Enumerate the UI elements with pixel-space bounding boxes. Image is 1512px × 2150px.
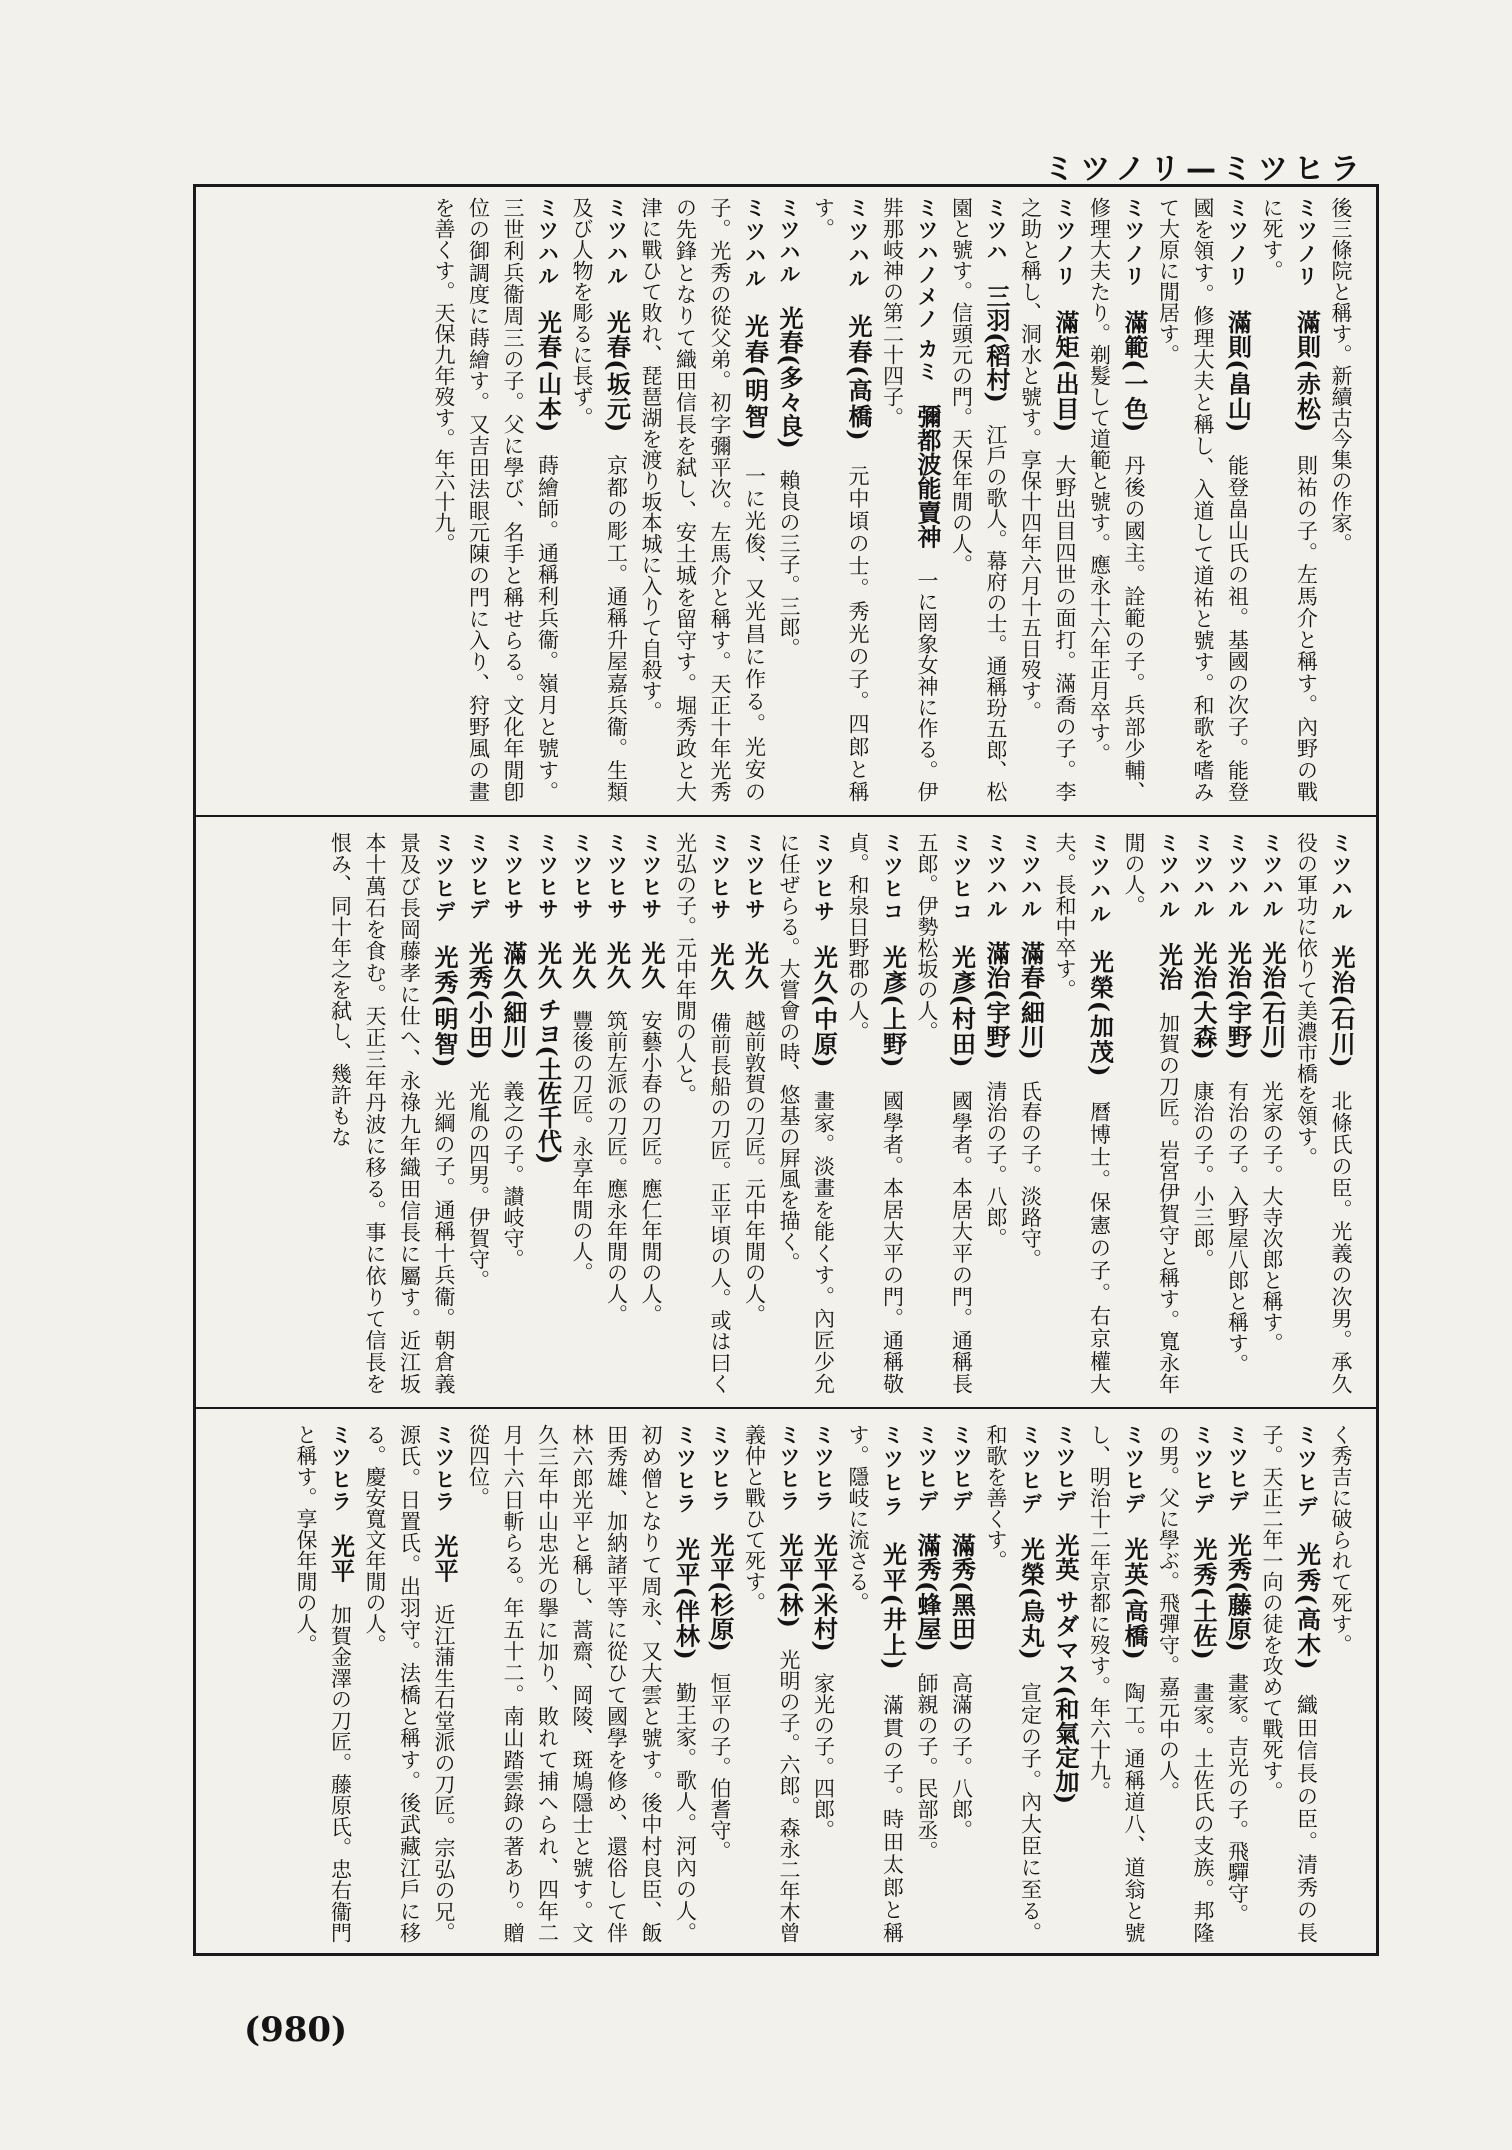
entry-reading: ミツヒラ bbox=[880, 1424, 905, 1520]
entry-headword: 光榮(加茂) bbox=[1085, 949, 1115, 1077]
entry-headword: 光平(杉原) bbox=[706, 1533, 735, 1652]
entry-headword: 光久 bbox=[637, 941, 666, 989]
entry-reading: ミツハル bbox=[1018, 832, 1043, 920]
entry-description: 曆博士。保憲の子。右京權大夫。長和中卒す。 bbox=[1053, 832, 1112, 1395]
dictionary-entry bbox=[841, 1424, 910, 1943]
page-frame bbox=[193, 184, 1379, 1956]
entry-reading: ミツハル bbox=[1225, 832, 1250, 920]
entry-description: 賴良の三子。三郎。 bbox=[777, 469, 801, 659]
entry-reading: ミツヒラ bbox=[673, 1424, 698, 1516]
entry-description: 豐後の刀匠。永享年閒の人。 bbox=[570, 1010, 594, 1283]
entry-reading: ミツヒサ bbox=[501, 832, 525, 920]
entry-headword: 光秀(土佐) bbox=[1189, 1536, 1218, 1660]
entry-headword: 光平(米村) bbox=[809, 1533, 839, 1652]
entry-reading: ミツハル bbox=[777, 197, 801, 285]
dictionary-entry bbox=[1048, 832, 1117, 1394]
entry-headword: 滿矩(出目) bbox=[1051, 309, 1080, 433]
dictionary-entry bbox=[1048, 1424, 1083, 1943]
entry-reading: ミツハル bbox=[984, 832, 1008, 920]
entry-headword: 光治(石川) bbox=[1258, 941, 1287, 1060]
entry-description: 大野出目四世の面打。滿喬の子。李之助と稱し、洞水と號す。享保十四年六月十五日歿す。 bbox=[1018, 197, 1077, 803]
entry-description: 勤王家。歌人。河內の人。初め僧となりて周永、又大雲と號す。後中村良臣、飯田秀雄、加納諸平等に從ひて國學を修め、還俗して伴林六郎光平と稱し、蒿齋、岡陵、斑鳩隱士と號す。文久三年中山忠光の擧に加り、敗れて捕へられ、四年二月十六日斬らる。年五十二。南山踏雲錄の著あり。贈從四位。 bbox=[466, 1424, 698, 1944]
entry-reading: ミツハル bbox=[1156, 832, 1181, 921]
entry-reading: ミツハ bbox=[984, 197, 1008, 264]
entry-description: 一に罔象女神に作る。伊弉那岐神の第二十四子。 bbox=[880, 197, 939, 803]
dictionary-entry bbox=[1255, 197, 1324, 802]
entry-reading: ミツノリ bbox=[1053, 197, 1077, 289]
entry-headword: 光久 bbox=[740, 941, 770, 989]
entry-headword: 光治(宇野) bbox=[1223, 941, 1253, 1060]
entry-description: 江戶の歌人。幕府の士。通稱玢五郎、松園と號す。信頭元の門。天保年閒の人。 bbox=[949, 197, 1008, 803]
dictionary-entry bbox=[841, 832, 910, 1394]
dictionary-entry bbox=[1255, 832, 1290, 1394]
dictionary-entry bbox=[1082, 197, 1151, 802]
entry-reading: ミツハル bbox=[604, 197, 629, 289]
entry-reading: ミツヒサ bbox=[742, 832, 767, 920]
dictionary-entry bbox=[1255, 1424, 1324, 1943]
entry-description: 氏春の子。淡路守。 bbox=[1018, 1080, 1043, 1270]
band-middle bbox=[196, 822, 1376, 1404]
entry-reading: ミツノリ bbox=[1294, 197, 1319, 289]
entry-reading: ミツヒデ bbox=[1018, 1424, 1043, 1516]
dictionary-entry bbox=[634, 832, 669, 1394]
dictionary-entry bbox=[1324, 197, 1359, 802]
entry-reading: ミツハル bbox=[1191, 832, 1215, 920]
entry-reading: ミツヒデ bbox=[1225, 1424, 1250, 1512]
entry-headword: 三羽(稻村) bbox=[982, 284, 1011, 403]
entry-reading: ミツヒデ bbox=[1294, 1424, 1319, 1520]
entry-headword: 光秀(高木) bbox=[1292, 1541, 1322, 1670]
entry-headword: 光彥(村田) bbox=[947, 944, 977, 1068]
entry-description: 國學者。本居大平の門。通稱長五郎。伊勢松坂の人。 bbox=[915, 832, 974, 1395]
entry-description: 陶工。通稱道八、道翁と號し、明治十二年京都に歿す。年六十九。 bbox=[1087, 1424, 1146, 1944]
entry-reading: ミツヒラ bbox=[432, 1424, 456, 1513]
dictionary-entry bbox=[979, 1424, 1048, 1943]
band-top bbox=[196, 187, 1376, 812]
entry-headword: 光秀(藤原) bbox=[1223, 1533, 1253, 1652]
entry-headword: 光英(高橋) bbox=[1120, 1536, 1149, 1660]
entry-reading: ミツヒサ bbox=[811, 832, 836, 924]
entry-reading: ミツヒラ bbox=[811, 1424, 836, 1512]
entry-description: 有治の子。入野屋八郎と稱す。 bbox=[1225, 1080, 1250, 1375]
dictionary-entry bbox=[703, 1424, 738, 1943]
entry-headword: 光春(山本) bbox=[533, 309, 563, 433]
entry-reading: ミツハル bbox=[846, 197, 870, 292]
dictionary-entry bbox=[806, 1424, 841, 1943]
entry-headword: 光平 bbox=[326, 1534, 356, 1583]
entry-description: 後三條院と稱す。新續古今集の作家。 bbox=[1329, 197, 1353, 554]
dictionary-entry bbox=[668, 832, 737, 1394]
dictionary-entry bbox=[1117, 832, 1186, 1394]
entry-reading: ミツヒラ bbox=[708, 1424, 732, 1512]
entry-headword: 光春(多々良) bbox=[775, 306, 804, 449]
dictionary-entry bbox=[1013, 832, 1048, 1394]
entry-description: 高滿の子。八郎。 bbox=[949, 1672, 974, 1841]
entry-reading: ミツハル bbox=[1260, 832, 1284, 920]
entry-description: 能登畠山氏の祖。基國の次子。能登國を領す。修理大夫と稱し、入道して道祐と號す。和歌を嗜みて大原に閒居す。 bbox=[1156, 197, 1250, 803]
entry-description: 清治の子。八郎。 bbox=[984, 1080, 1008, 1249]
dictionary-entry bbox=[1151, 197, 1255, 802]
entry-reading: ミツハル bbox=[742, 197, 767, 292]
entry-description: 京都の彫工。通稱升屋嘉兵衞。生類及び人物を彫るに長ず。 bbox=[570, 197, 629, 803]
entry-headword: 光春(坂元) bbox=[602, 309, 632, 433]
dictionary-entry bbox=[323, 832, 461, 1394]
entry-headword: 彌都波能賣神 bbox=[913, 403, 942, 549]
entry-headword: 滿範(一色) bbox=[1120, 309, 1149, 433]
entry-description: 北條氏の臣。光義の次男。承久役の軍功に依りて美濃市橋を領す。 bbox=[1294, 832, 1353, 1395]
entry-headword: 光治(大森) bbox=[1189, 941, 1218, 1060]
entry-headword: 光治(石川) bbox=[1327, 944, 1356, 1068]
dictionary-entry bbox=[772, 197, 807, 802]
entry-reading: ミツヒサ bbox=[570, 832, 594, 920]
entry-description: 康治の子。小三郎。 bbox=[1191, 1080, 1215, 1270]
entry-reading: ミツハル bbox=[535, 197, 560, 289]
entry-reading: ミツヒデ bbox=[432, 832, 456, 924]
entry-reading: ミツハル bbox=[1087, 832, 1112, 927]
entry-reading: ミツノリ bbox=[1225, 197, 1250, 289]
dictionary-entry bbox=[461, 1424, 703, 1943]
entry-headword: 光春(高橋) bbox=[844, 313, 873, 441]
entry-headword: 滿秀(黑田) bbox=[947, 1533, 977, 1652]
dictionary-entry bbox=[565, 197, 634, 802]
entry-description: 筑前左派の刀匠。應永年閒の人。 bbox=[604, 1010, 629, 1325]
entry-headword: 光久 bbox=[568, 941, 597, 989]
entry-headword: 光久 bbox=[706, 942, 735, 991]
band-bottom bbox=[196, 1414, 1376, 1953]
entry-description: 恒平の子。伯耆守。 bbox=[708, 1672, 732, 1862]
dictionary-entry bbox=[737, 1424, 806, 1943]
dictionary-entry bbox=[565, 832, 600, 1394]
entry-headword: 光久(中原) bbox=[809, 944, 839, 1068]
entry-reading: ミツヒデ bbox=[1122, 1424, 1146, 1516]
entry-description: 丹後の國主。詮範の子。兵部少輔、修理大夫たり。剃髮して道範と號す。應永十六年正月卒す。 bbox=[1087, 197, 1146, 803]
entry-headword: 光平(林) bbox=[775, 1533, 804, 1628]
page-number: (980) bbox=[244, 2010, 348, 2050]
entry-description: 元中頃の士。秀光の子。四郎と稱す。 bbox=[811, 197, 870, 803]
dictionary-entry bbox=[634, 197, 772, 802]
entry-headword: 光久 チヨ(土佐千代) bbox=[533, 941, 563, 1165]
entry-headword: 光秀(明智) bbox=[430, 944, 459, 1068]
entry-description: 國學者。本居大平の門。通稱敬貞。和泉日野郡の人。 bbox=[846, 832, 905, 1395]
entry-description: 織田信長の臣。清秀の長子。天正二年一向の徒を攻めて戰死す。 bbox=[1260, 1424, 1319, 1944]
entry-headword: 光英 サダマス(和氣定加) bbox=[1051, 1533, 1080, 1805]
dictionary-entry bbox=[1186, 832, 1221, 1394]
entry-description: 畫家。土佐氏の支族。邦隆の男。父に學ぶ。飛彈守。嘉元中の人。 bbox=[1156, 1424, 1215, 1944]
entry-reading: ミツヒラ bbox=[328, 1424, 353, 1513]
dictionary-entry bbox=[737, 832, 772, 1394]
dictionary-entry bbox=[944, 197, 1013, 802]
entry-headword: 滿治(宇野) bbox=[982, 941, 1011, 1060]
entry-reading: ミツヒコ bbox=[949, 832, 974, 924]
dictionary-entry bbox=[599, 832, 634, 1394]
dictionary-entry bbox=[1220, 1424, 1255, 1943]
entry-description: 畫家。淡畫を能くす。內匠少允に任ぜらる。大嘗會の時、悠基の屛風を描く。 bbox=[777, 832, 836, 1395]
dictionary-entry bbox=[496, 832, 531, 1394]
dictionary-entry bbox=[910, 1424, 945, 1943]
entry-description: 備前長船の刀匠。正平頃の人。或は曰く光弘の子。元中年閒の人と。 bbox=[673, 832, 732, 1395]
entry-headword: 光治 bbox=[1154, 942, 1184, 991]
entry-reading: ミツハノメノ カミ bbox=[915, 197, 939, 383]
dictionary-entry bbox=[358, 1424, 462, 1943]
entry-description: く秀吉に破られて死す。 bbox=[1329, 1424, 1353, 1655]
entry-headword: 滿則(畠山) bbox=[1223, 309, 1253, 433]
dictionary-entry bbox=[1220, 832, 1255, 1394]
entry-headword: 光平 bbox=[430, 1534, 459, 1583]
entry-description: 越前敦賀の刀匠。元中年閒の人。 bbox=[742, 1010, 767, 1325]
entry-reading: ミツヒサ bbox=[535, 832, 560, 920]
entry-description: 滿貫の子。時田太郎と稱す。隱岐に流さる。 bbox=[846, 1424, 905, 1944]
entry-description: 加賀金澤の刀匠。藤原氏。忠右衞門と稱す。享保年閒の人。 bbox=[294, 1424, 353, 1944]
running-header: ミツノリ—ミツヒラ bbox=[1044, 152, 1366, 187]
entry-reading: ミツヒデ bbox=[949, 1424, 974, 1512]
entry-description: 一に光俊、又光昌に作る。光安の子。光秀の從父弟。初字彌平次。左馬介と稱す。天正十年光秀の先鋒となりて織田信長を弑し、安土城を留守す。堀秀政と大津に戰ひて敗れ、琵琶湖を渡り坂本城に入りて自殺す。 bbox=[639, 197, 767, 803]
entry-reading: ミツヒデ bbox=[915, 1424, 939, 1512]
entry-description: 則祐の子。左馬介と稱す。內野の戰に死す。 bbox=[1260, 197, 1319, 803]
entry-reading: ミツヒサ bbox=[639, 832, 663, 920]
dictionary-entry bbox=[910, 832, 979, 1394]
entry-description: 蒔繪師。通稱利兵衞。嶺月と號す。三世利兵衞周三の子。父に學び、名手と稱せらる。文化年閒卽位の御調度に蒔繪す。又吉田法眼元陳の門に入り、狩野風の畫を善くす。天保九年歿す。年六十九。 bbox=[432, 197, 560, 803]
entry-description: 加賀の刀匠。岩宮伊賀守と稱す。寬永年閒の人。 bbox=[1122, 832, 1181, 1395]
entry-description: 安藝小春の刀匠。應仁年閒の人。 bbox=[639, 1010, 663, 1325]
entry-headword: 滿則(赤松) bbox=[1292, 309, 1322, 433]
entry-reading: ミツヒデ bbox=[1053, 1424, 1077, 1512]
dictionary-entry bbox=[944, 1424, 979, 1943]
entry-description: 畫家。吉光の子。飛驒守。 bbox=[1225, 1672, 1250, 1925]
entry-description: 光綱の子。通稱十兵衞。朝倉義景及び長岡藤孝に仕へ、永祿九年織田信長に屬す。近江坂本十萬石を食む。天正三年丹波に移る。事に依りて信長を恨み、同十年之を弑し、幾許もな bbox=[328, 832, 456, 1395]
entry-description: 師親の子。民部丞。 bbox=[915, 1672, 939, 1862]
dictionary-entry bbox=[1013, 197, 1082, 802]
dictionary-entry bbox=[1289, 832, 1358, 1394]
entry-reading: ミツヒサ bbox=[708, 832, 732, 921]
entry-reading: ミツヒコ bbox=[880, 832, 905, 924]
entry-reading: ミツヒデ bbox=[1191, 1424, 1215, 1516]
dictionary-entry bbox=[979, 832, 1014, 1394]
entry-description: 光明の子。六郎。森永二年木曾義仲と戰ひて死す。 bbox=[742, 1424, 801, 1944]
entry-description: 近江蒲生石堂派の刀匠。宗弘の兄。源氏。日置氏。出羽守。法橋と稱す。後武藏江戶に移る。慶安寬文年閒の人。 bbox=[363, 1424, 456, 1944]
dictionary-entry bbox=[1082, 1424, 1151, 1943]
dictionary-entry bbox=[461, 832, 496, 1394]
dictionary-entry bbox=[772, 832, 841, 1394]
entry-reading: ミツハル bbox=[1329, 832, 1353, 924]
dictionary-entry bbox=[875, 197, 944, 802]
entry-headword: 光榮(烏丸) bbox=[1016, 1536, 1046, 1660]
entry-description: 光家の子。大寺次郎と稱す。 bbox=[1260, 1080, 1284, 1354]
dictionary-entry bbox=[1324, 1424, 1359, 1943]
entry-headword: 光平(伴林) bbox=[671, 1536, 701, 1660]
entry-headword: 光久 bbox=[602, 941, 632, 989]
entry-headword: 光彥(上野) bbox=[878, 944, 908, 1068]
dictionary-entry bbox=[1151, 1424, 1220, 1943]
entry-reading: ミツヒラ bbox=[777, 1424, 801, 1513]
dictionary-entry bbox=[289, 1424, 358, 1943]
entry-reading: ミツノリ bbox=[1122, 197, 1146, 289]
entry-reading: ミツヒデ bbox=[466, 832, 491, 920]
entry-description: 義之の子。讃岐守。 bbox=[501, 1080, 525, 1270]
dictionary-entry bbox=[806, 197, 875, 802]
entry-headword: 光平(井上) bbox=[878, 1541, 908, 1670]
entry-headword: 滿久(細川) bbox=[499, 941, 528, 1060]
dictionary-entry bbox=[427, 197, 565, 802]
dictionary-entry bbox=[530, 832, 565, 1394]
entry-headword: 光春(明智) bbox=[740, 313, 770, 441]
entry-description: 家光の子。四郎。 bbox=[811, 1672, 836, 1841]
band-divider bbox=[196, 1407, 1376, 1409]
entry-headword: 滿秀(蜂屋) bbox=[913, 1533, 942, 1652]
entry-headword: 滿春(細川) bbox=[1016, 941, 1046, 1060]
entry-reading: ミツヒサ bbox=[604, 832, 629, 920]
entry-description: 光胤の四男。伊賀守。 bbox=[466, 1080, 491, 1291]
band-divider bbox=[196, 815, 1376, 817]
entry-headword: 光秀(小田) bbox=[464, 941, 494, 1060]
entry-description: 宣定の子。內大臣に至る。和歌を善くす。 bbox=[984, 1424, 1043, 1944]
